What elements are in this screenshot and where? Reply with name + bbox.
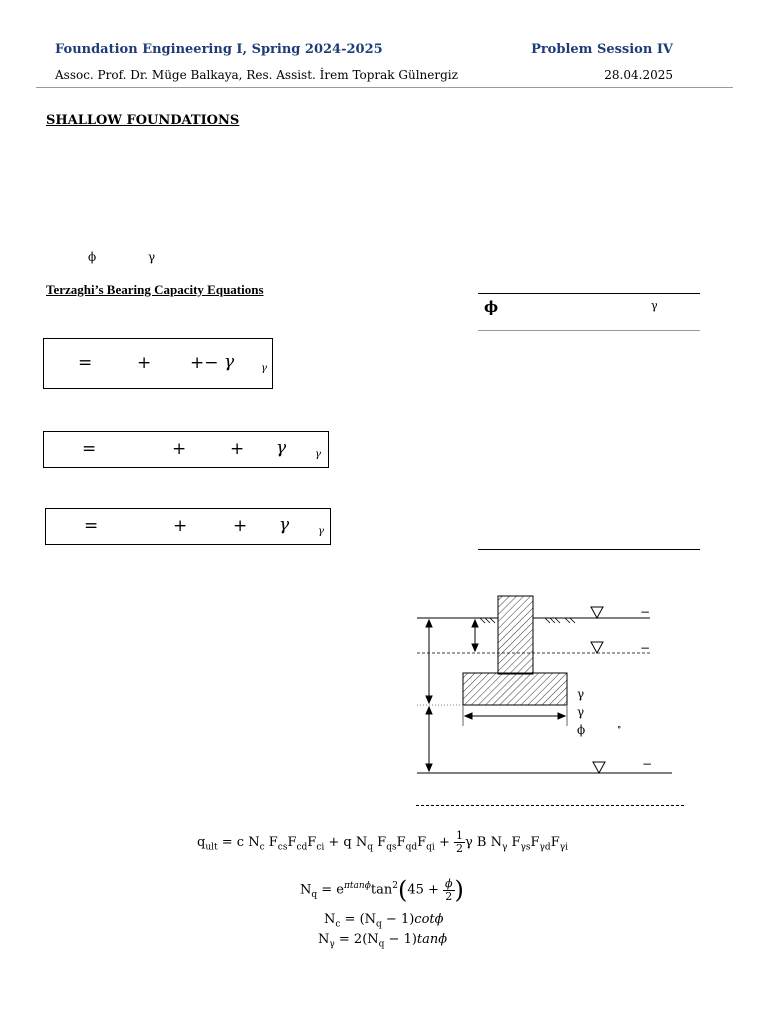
- equation-box-circular: [45, 508, 331, 545]
- authors: Assoc. Prof. Dr. Müge Balkaya, Res. Assist. İrem Toprak Gülnergiz: [55, 68, 458, 82]
- gamma-subscript: γ: [318, 526, 324, 537]
- equation-box-strip: [43, 338, 273, 389]
- water-level-icon: [593, 762, 605, 773]
- plus-sign: +: [172, 439, 187, 459]
- nq-formula: $N_q = e^{\pi tan\phi}\tan^2(45$ + $\frac{\phi}{2}$ ): [300, 876, 464, 904]
- gamma-symbol: γ: [276, 438, 287, 458]
- course-title: Foundation Engineering I, Spring 2024-2025: [55, 42, 383, 57]
- qult-formula: $q_{ult} = c$ $N_c$ $F_{cs}F_{cd}F_{ci} + q$ $N_q$ $F_{qs}F_{qd}F_{qi}$ + $\frac{1}{2}$ γ B $N_\gamma$ $F_{\gamma s}F_{\gamma d}F_{\gamma i}$: [197, 829, 568, 855]
- dash-label: −: [642, 757, 653, 771]
- nc-formula: $N_c = (N_q - 1)\cot\phi$: [324, 912, 444, 930]
- plus-sign: +: [137, 353, 152, 373]
- date: 28.04.2025: [604, 68, 673, 82]
- gamma-symbol: γ: [279, 515, 290, 535]
- session-title: Problem Session IV: [531, 42, 673, 57]
- header-divider: [36, 87, 733, 88]
- gamma-label: γ: [577, 687, 585, 701]
- equals-sign: =: [82, 439, 97, 459]
- equals-sign: =: [78, 353, 93, 373]
- plus-sign: +: [173, 516, 188, 536]
- table-bottom-rule: [478, 549, 700, 550]
- dash-label: −: [640, 641, 651, 655]
- section-title: SHALLOW FOUNDATIONS: [46, 113, 240, 128]
- gamma-subscript: γ: [315, 449, 321, 460]
- gamma-label: γ: [577, 705, 585, 719]
- table-header-phi: ϕ: [484, 298, 499, 316]
- ngamma-formula: $N_\gamma = 2(N_q - 1)\tan\phi$: [318, 932, 448, 950]
- water-level-icon: [591, 642, 603, 653]
- footing-diagram: [400, 585, 700, 815]
- equals-sign: =: [84, 516, 99, 536]
- plus-sign: +: [233, 516, 248, 536]
- plus-sign: +: [230, 439, 245, 459]
- phi-symbol: ϕ: [88, 250, 97, 264]
- figure-separator: [416, 805, 684, 806]
- gamma-subscript: γ: [261, 363, 267, 374]
- gamma-symbol: γ: [224, 352, 235, 372]
- table-top-rule: [478, 293, 700, 294]
- plus-minus-sign: +−: [190, 353, 219, 373]
- table-header-rule: [478, 330, 700, 331]
- degree-label: ∘: [617, 723, 622, 733]
- gamma-symbol: γ: [148, 250, 156, 264]
- column: [498, 596, 533, 674]
- phi-label: ϕ: [577, 723, 586, 737]
- dash-label: −: [640, 605, 651, 619]
- table-header-gamma: γ: [651, 299, 658, 312]
- water-level-icon: [591, 607, 603, 618]
- equation-box-square: [43, 431, 329, 468]
- footing: [463, 673, 567, 705]
- terzaghi-title: Terzaghi’s Bearing Capacity Equations: [46, 282, 264, 297]
